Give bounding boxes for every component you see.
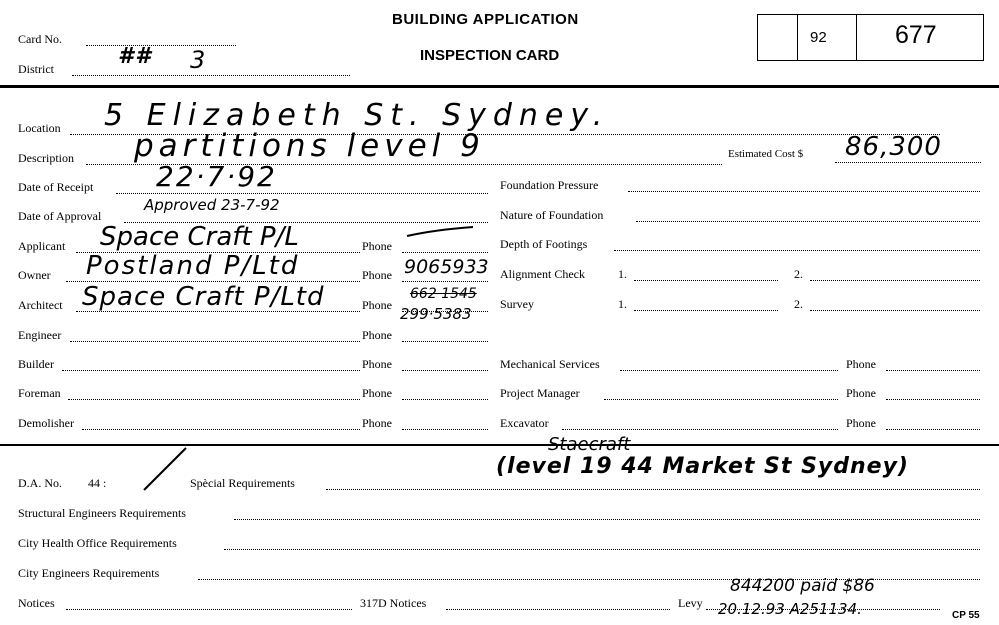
excavator-line xyxy=(562,429,838,430)
applicant-phone-label: Phone xyxy=(362,239,392,253)
demolisher-phone-line xyxy=(402,429,488,430)
header-rule xyxy=(0,85,999,88)
date-receipt-label: Date of Receipt xyxy=(18,180,94,194)
notices-line xyxy=(66,609,352,610)
card-title-line1: BUILDING APPLICATION xyxy=(392,11,579,28)
levy-value-1: 844200 paid $86 xyxy=(730,576,875,596)
engineer-label: Engineer xyxy=(18,328,62,342)
survey-2-line xyxy=(810,310,980,311)
special-req-value-1: Staecraft xyxy=(548,434,631,455)
notices-317d-line xyxy=(446,609,670,610)
alignment-2-line xyxy=(810,280,980,281)
health-req-line xyxy=(224,549,980,550)
location-label: Location xyxy=(18,121,61,135)
notices-label: Notices xyxy=(18,596,55,610)
owner-phone-value: 9065933 xyxy=(404,256,489,278)
levy-value-2: 20.12.93 A251134. xyxy=(718,600,862,618)
nature-foundation-label: Nature of Foundation xyxy=(500,208,604,222)
foreman-phone-line xyxy=(402,399,488,400)
location-value: 5 Elizabeth St. Sydney. xyxy=(104,98,610,133)
project-manager-phone-label: Phone xyxy=(846,386,876,400)
applicant-label: Applicant xyxy=(18,239,66,253)
project-manager-line xyxy=(604,399,838,400)
excavator-phone-line xyxy=(886,429,980,430)
engineer-phone-line xyxy=(402,341,488,342)
depth-footings-label: Depth of Footings xyxy=(500,237,588,251)
ref-number: 677 xyxy=(895,21,937,49)
description-label: Description xyxy=(18,151,74,165)
da-label: D.A. No. xyxy=(18,476,62,490)
date-approval-label: Date of Approval xyxy=(18,209,102,223)
engineers-req-label: City Engineers Requirements xyxy=(18,566,160,580)
date-approval-value: Approved 23-7-92 xyxy=(144,196,280,214)
alignment-check-label: Alignment Check xyxy=(500,267,585,281)
builder-phone-label: Phone xyxy=(362,357,392,371)
survey-1-line xyxy=(634,310,778,311)
applicant-phone-scribble xyxy=(405,224,475,240)
ref-box-number xyxy=(855,14,984,61)
card-no-line xyxy=(86,45,236,46)
card-no-label: Card No. xyxy=(18,32,62,46)
architect-label: Architect xyxy=(18,298,63,312)
architect-phone-label: Phone xyxy=(362,298,392,312)
nature-foundation-line xyxy=(636,221,980,222)
foreman-phone-label: Phone xyxy=(362,386,392,400)
excavator-label: Excavator xyxy=(500,416,549,430)
foreman-label: Foreman xyxy=(18,386,61,400)
depth-footings-line xyxy=(614,250,980,251)
mechanical-phone-label: Phone xyxy=(846,357,876,371)
alignment-2-label: 2. xyxy=(794,267,803,281)
owner-label: Owner xyxy=(18,268,51,282)
ref-box-blank xyxy=(757,14,798,61)
survey-label: Survey xyxy=(500,297,534,311)
special-req-value-2: (level 19 44 Market St Sydney) xyxy=(496,454,909,479)
health-req-label: City Health Office Requirements xyxy=(18,536,177,550)
builder-line xyxy=(62,370,360,371)
card-title-line2: INSPECTION CARD xyxy=(420,47,560,64)
demolisher-label: Demolisher xyxy=(18,416,74,430)
builder-phone-line xyxy=(402,370,488,371)
district-label: District xyxy=(18,62,54,76)
estimated-cost-line xyxy=(835,162,981,163)
foundation-pressure-line xyxy=(628,191,980,192)
mechanical-phone-line xyxy=(886,370,980,371)
architect-phone-new: 299·5383 xyxy=(400,305,472,323)
owner-phone-line xyxy=(402,281,488,282)
demolisher-phone-label: Phone xyxy=(362,416,392,430)
date-receipt-line xyxy=(116,193,488,194)
foundation-pressure-label: Foundation Pressure xyxy=(500,178,599,192)
description-value: partitions level 9 xyxy=(134,128,485,164)
estimated-cost-value: 86,300 xyxy=(845,132,942,162)
structural-req-line xyxy=(234,519,980,520)
project-manager-label: Project Manager xyxy=(500,386,580,400)
survey-1-label: 1. xyxy=(618,297,627,311)
estimated-cost-label: Estimated Cost $ xyxy=(728,148,804,160)
owner-phone-label: Phone xyxy=(362,268,392,282)
ref-box-year xyxy=(797,14,857,61)
special-req-line xyxy=(326,489,980,490)
levy-label: Levy xyxy=(678,596,703,610)
special-req-label: Spècial Requirements xyxy=(190,476,295,490)
foreman-line xyxy=(68,399,360,400)
alignment-1-label: 1. xyxy=(618,267,627,281)
notices-317d-label: 317D Notices xyxy=(360,596,427,610)
project-manager-phone-line xyxy=(886,399,980,400)
architect-phone-old: 662 1545 xyxy=(410,286,477,302)
da-value: 44 : xyxy=(88,476,107,490)
mechanical-line xyxy=(620,370,838,371)
mechanical-label: Mechanical Services xyxy=(500,357,600,371)
alignment-1-line xyxy=(634,280,778,281)
district-line xyxy=(72,75,350,76)
builder-label: Builder xyxy=(18,357,54,371)
ref-year: 92 xyxy=(810,29,827,46)
district-strikeout: ## xyxy=(118,44,153,69)
survey-2-label: 2. xyxy=(794,297,803,311)
demolisher-line xyxy=(82,429,360,430)
architect-value: Space Craft P/Ltd xyxy=(82,282,325,312)
structural-req-label: Structural Engineers Requirements xyxy=(18,506,186,520)
owner-value: Postland P/Ltd xyxy=(86,251,300,281)
applicant-value: Space Craft P/L xyxy=(100,222,299,252)
excavator-phone-label: Phone xyxy=(846,416,876,430)
district-value: 3 xyxy=(190,46,206,74)
form-code: CP 55 xyxy=(952,610,980,621)
da-slash xyxy=(140,446,190,492)
date-receipt-value: 22·7·92 xyxy=(156,160,277,193)
engineer-line xyxy=(70,341,360,342)
engineer-phone-label: Phone xyxy=(362,328,392,342)
applicant-phone-line xyxy=(402,252,488,253)
